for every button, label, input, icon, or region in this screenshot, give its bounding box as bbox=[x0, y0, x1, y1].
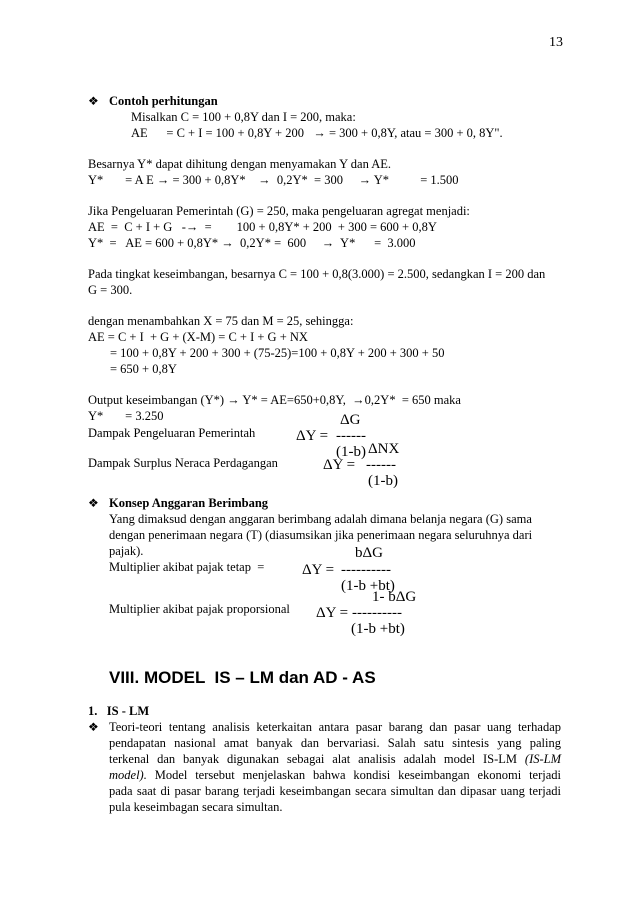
multiplier-proporsional-bar: ---------- bbox=[352, 605, 402, 621]
paragraph-text: terkenal dan banyak digunakan sebagai alat analisis adalah model IS-LM bbox=[109, 752, 518, 766]
ekspor-line-1: dengan menambahkan X = 75 dan M = 25, sehingga: bbox=[88, 314, 354, 328]
konsep-paragraph-line-3: pajak). bbox=[109, 544, 144, 558]
dampak-pemerintah-bar: ------ bbox=[336, 428, 366, 444]
multiplier-proporsional-numerator: 1- bΔG bbox=[372, 589, 417, 605]
multiplier-proporsional-denominator: (1-b +bt) bbox=[351, 621, 405, 637]
output-line-2: Y* = 3.250 bbox=[88, 409, 164, 423]
dampak-surplus-bar: ------ bbox=[366, 457, 396, 473]
dampak-pemerintah-label: Dampak Pengeluaran Pemerintah bbox=[88, 426, 256, 440]
diamond-bullet-icon: ❖ bbox=[88, 94, 99, 108]
diamond-bullet-icon: ❖ bbox=[88, 720, 99, 734]
output-line-1: Output keseimbangan (Y*) → Y* = AE=650+0,8Y, →0,2Y* = 650 maka bbox=[88, 393, 461, 407]
dampak-pemerintah-numerator: ΔG bbox=[340, 412, 361, 428]
paragraph-italic-text: model). bbox=[109, 768, 147, 782]
page-number: 13 bbox=[549, 35, 563, 50]
contoh-title: Contoh perhitungan bbox=[109, 94, 218, 108]
dampak-surplus-numerator: ΔNX bbox=[368, 441, 400, 457]
pengeluaran-line-1: Jika Pengeluaran Pemerintah (G) = 250, maka pengeluaran agregat menjadi: bbox=[88, 204, 470, 218]
paragraph-line: Teori-teori tentang analisis keterkaitan antara pasar barang dan pasar uang terhadap bbox=[109, 720, 561, 734]
multiplier-tetap-denominator: (1-b +bt) bbox=[341, 578, 395, 594]
paragraph-line bbox=[109, 767, 561, 783]
paragraph-line: pada saat di pasar barang terjadi keseimbangan secara simultan dan dipasar uang terjadi bbox=[109, 784, 561, 798]
konsep-paragraph-line-2: dengan penerimaan negara (T) (diasumsikan jika penerimaan negara seluruhnya dari bbox=[109, 528, 533, 542]
multiplier-tetap-label: Multiplier akibat pajak tetap = bbox=[109, 560, 265, 574]
dampak-surplus-label: Dampak Surplus Neraca Perdagangan bbox=[88, 456, 278, 470]
paragraph-line: pula keseimbagan secara simultan. bbox=[109, 800, 283, 814]
ekspor-line-3: = 100 + 0,8Y + 200 + 300 + (75-25)=100 + 0,8Y + 200 + 300 + 50 bbox=[110, 346, 445, 360]
pengeluaran-line-3: Y* = AE = 600 + 0,8Y* → 0,2Y* = 600 → Y* = 3.000 bbox=[88, 236, 416, 250]
dampak-pemerintah-lhs: ΔY = bbox=[296, 428, 329, 444]
subsection-title: 1. IS - LM bbox=[88, 704, 150, 718]
paragraph-line: pendapatan nasional amat banyak dan bervariasi. Salah satu sintesis yang paling bbox=[109, 736, 561, 750]
multiplier-tetap-numerator: bΔG bbox=[355, 545, 383, 561]
multiplier-tetap-bar: ---------- bbox=[341, 562, 391, 578]
pengeluaran-line-2: AE = C + I + G -→ = 100 + 0,8Y* + 200 + 300 = 600 + 0,8Y bbox=[88, 220, 437, 234]
multiplier-proporsional-label: Multiplier akibat pajak proporsional bbox=[109, 602, 290, 616]
konsep-title: Konsep Anggaran Berimbang bbox=[109, 496, 269, 510]
ekspor-line-4: = 650 + 0,8Y bbox=[110, 362, 177, 376]
multiplier-proporsional-lhs: ΔY = bbox=[316, 605, 349, 621]
paragraph-text: Model tersebut menjelaskan bahwa kondisi keseimbangan ekonomi terjadi bbox=[154, 768, 561, 782]
contoh-line-1: Misalkan C = 100 + 0,8Y dan I = 200, maka: bbox=[131, 110, 356, 124]
is-lm-paragraph bbox=[109, 719, 561, 815]
konsep-paragraph-line-1: Yang dimaksud dengan anggaran berimbang adalah dimana belanja negara (G) sama bbox=[109, 512, 532, 526]
ekspor-line-2: AE = C + I + G + (X-M) = C + I + G + NX bbox=[88, 330, 308, 344]
paragraph-italic-text: (IS-LM bbox=[524, 752, 562, 766]
keseimbangan-line-2: G = 300. bbox=[88, 283, 133, 297]
besarnya-line-2: Y* = A E → = 300 + 0,8Y* → 0,2Y* = 300 → Y* = 1.500 bbox=[88, 173, 459, 187]
dampak-pemerintah-denominator: (1-b) bbox=[336, 444, 366, 460]
contoh-line-2: AE = C + I = 100 + 0,8Y + 200 → = 300 + 0,8Y, atau = 300 + 0, 8Y". bbox=[131, 126, 503, 140]
diamond-bullet-icon: ❖ bbox=[88, 496, 99, 510]
dampak-surplus-lhs: ΔY = bbox=[323, 457, 356, 473]
section-heading: VIII. MODEL IS – LM dan AD - AS bbox=[109, 668, 376, 687]
multiplier-tetap-lhs: ΔY = bbox=[302, 562, 335, 578]
paragraph-line bbox=[109, 751, 561, 767]
besarnya-line-1: Besarnya Y* dapat dihitung dengan menyamakan Y dan AE. bbox=[88, 157, 392, 171]
dampak-surplus-denominator: (1-b) bbox=[368, 473, 398, 489]
keseimbangan-line-1: Pada tingkat keseimbangan, besarnya C = 100 + 0,8(3.000) = 2.500, sedangkan I = 200 dan bbox=[88, 267, 546, 281]
